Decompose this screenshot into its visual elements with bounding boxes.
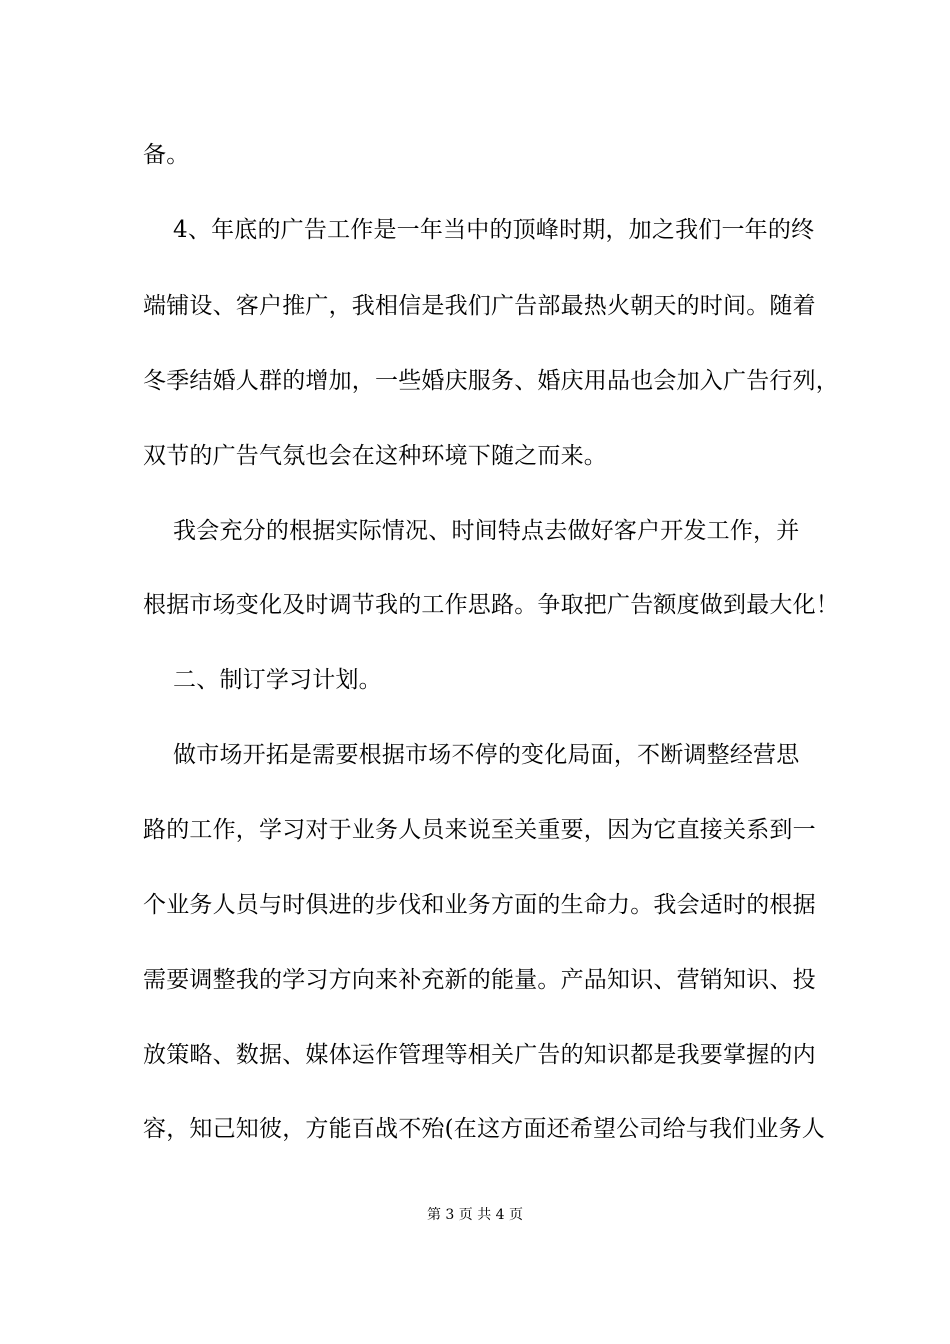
text-line: 做市场开拓是需要根据市场不停的变化局面，不断调整经营思 <box>143 742 800 768</box>
text-line: 容，知己知彼，方能百战不殆(在这方面还希望公司给与我们业务人 <box>143 1116 825 1142</box>
text-line: 端铺设、客户推广，我相信是我们广告部最热火朝天的时间。随着 <box>143 293 816 319</box>
text-line: 冬季结婚人群的增加，一些婚庆服务、婚庆用品也会加入广告行列， <box>143 368 839 394</box>
text-line: 根据市场变化及时调节我的工作思路。争取把广告额度做到最大化！ <box>143 592 839 618</box>
text-line: 需要调整我的学习方向来补充新的能量。产品知识、营销知识、投 <box>143 967 816 993</box>
text-line: 双节的广告气氛也会在这种环境下随之而来。 <box>143 443 607 469</box>
page-number-footer: 第 3 页 共 4 页 <box>426 1207 524 1223</box>
text-line: 路的工作，学习对于业务人员来说至关重要，因为它直接关系到一 <box>143 817 816 843</box>
text-line: 4、年底的广告工作是一年当中的顶峰时期，加之我们一年的终 <box>143 217 815 243</box>
text-line: 备。 <box>143 142 190 168</box>
section-heading: 二、制订学习计划。 <box>143 667 382 693</box>
text-line: 放策略、数据、媒体运作管理等相关广告的知识都是我要掌握的内 <box>143 1042 816 1068</box>
text-line: 我会充分的根据实际情况、时间特点去做好客户开发工作，并 <box>143 518 800 544</box>
text-line: 个业务人员与时俱进的步伐和业务方面的生命力。我会适时的根据 <box>143 892 816 918</box>
